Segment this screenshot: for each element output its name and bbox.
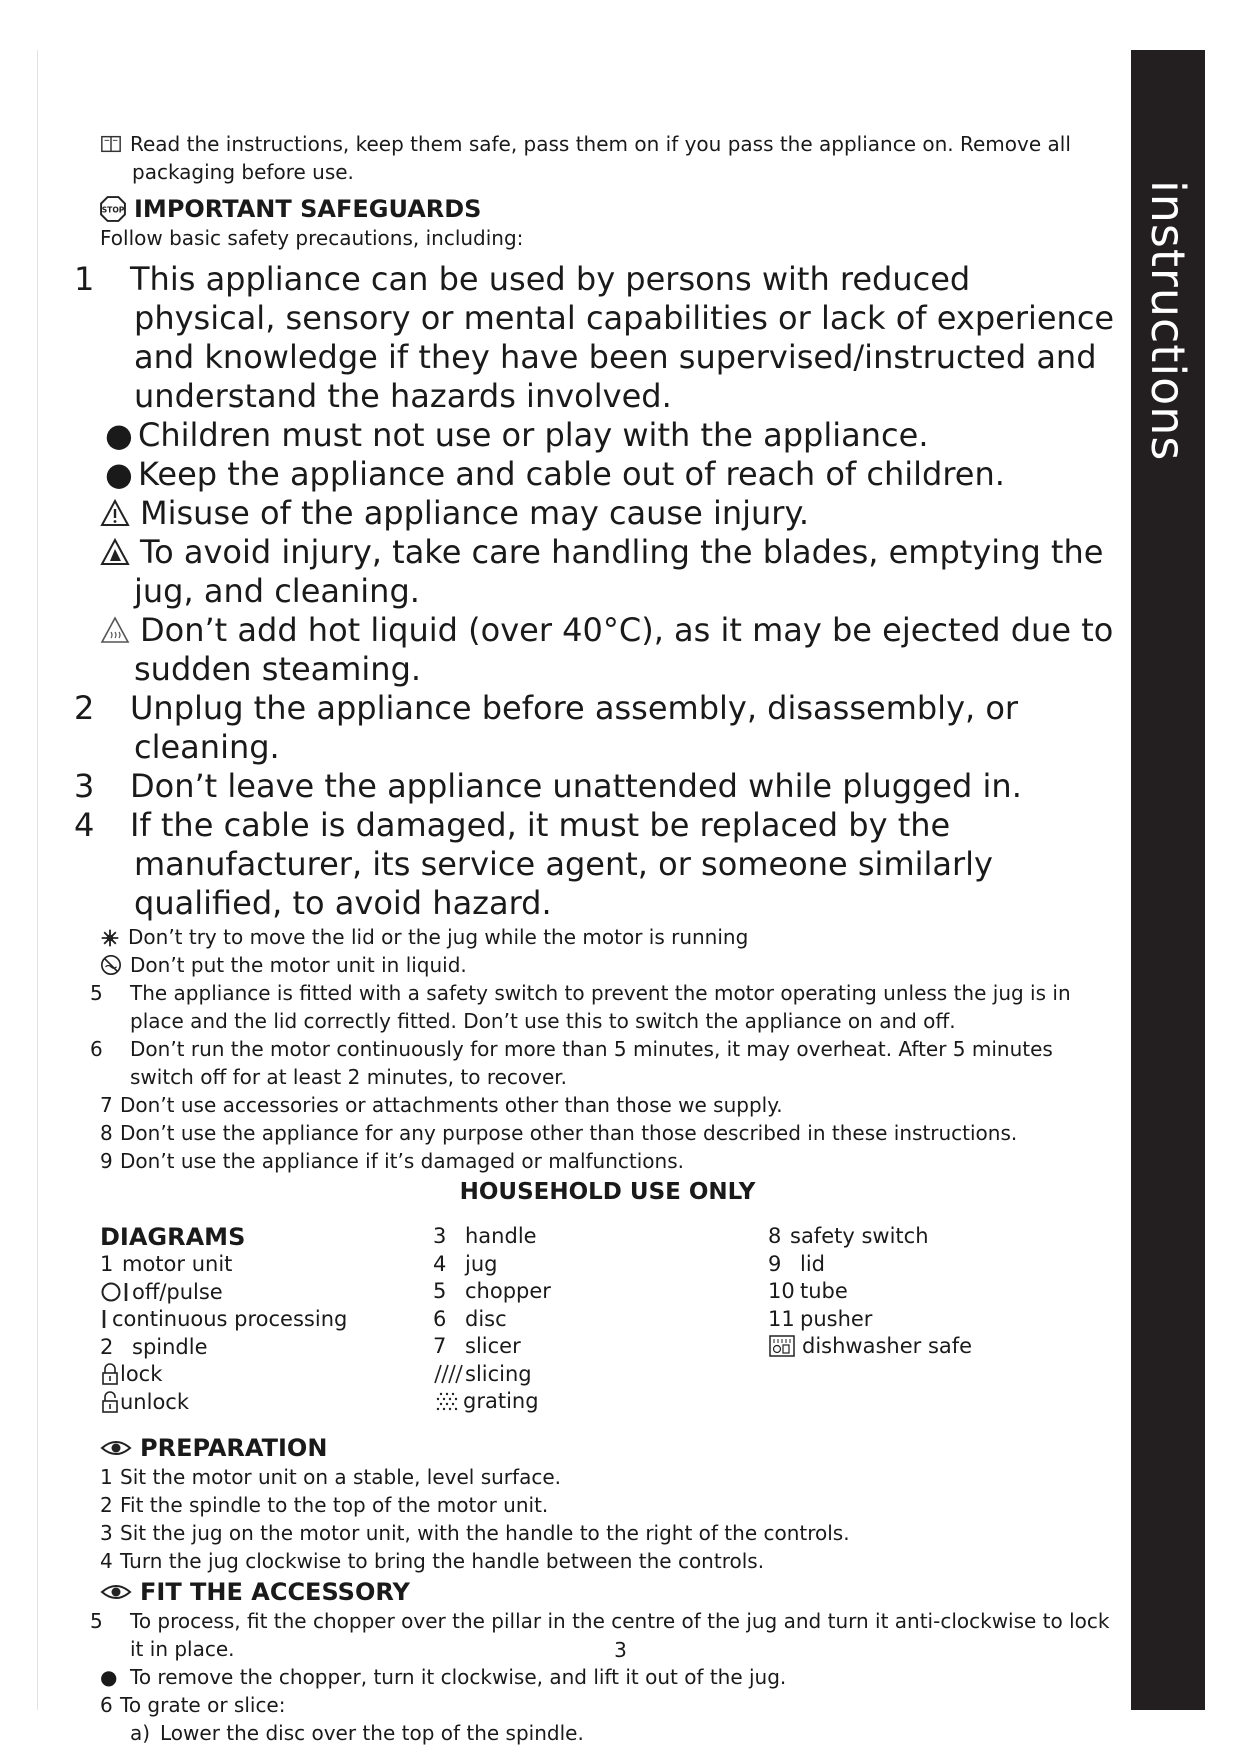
safeguards-heading xyxy=(100,194,1115,224)
diagrams-column-1 xyxy=(100,1223,430,1416)
diagram-item: slicing xyxy=(433,1361,753,1389)
diagram-item: grating xyxy=(433,1388,753,1416)
item-number: 6 xyxy=(90,1037,103,1061)
diagram-item: continuous processing xyxy=(100,1306,430,1334)
unlock-icon xyxy=(100,1390,120,1414)
bullet-icon: ● xyxy=(105,416,133,454)
fit-accessory-bullet: ● To remove the chopper, turn it clockwise, and lift it out of the jug. xyxy=(100,1665,787,1689)
side-tab xyxy=(1131,50,1205,1710)
safeguards-title: IMPORTANT SAFEGUARDS xyxy=(134,195,482,223)
preparation-step-2: 2 Fit the spindle to the top of the motor unit. xyxy=(100,1493,549,1517)
intro-text: Read the instructions, keep them safe, pass them on if you pass the appliance on. Remove all packaging before use. xyxy=(130,132,1071,184)
continuous-icon xyxy=(100,1308,112,1330)
diagram-item: 5 chopper xyxy=(433,1279,551,1303)
warning-triangle-icon xyxy=(100,498,130,528)
preparation-step-3: 3 Sit the jug on the motor unit, with the handle to the right of the controls. xyxy=(100,1521,850,1545)
safeguard-item-7: 7 Don’t use accessories or attachments other than those we supply. xyxy=(100,1093,783,1117)
grating-icon xyxy=(433,1390,463,1412)
bullet-icon: ● xyxy=(100,1665,118,1689)
item-number: 8 xyxy=(100,1121,113,1145)
item-number: 5 xyxy=(90,981,103,1005)
diagrams-column-2 xyxy=(433,1223,753,1416)
blade-warning-icon xyxy=(100,537,130,567)
margin-rule xyxy=(37,50,38,1710)
fit-accessory-step-6: 6 To grate or slice: xyxy=(100,1693,286,1717)
safeguard-warning-2: To avoid injury, take care handling the blades, emptying the jug, and cleaning. xyxy=(100,533,1115,611)
eye-icon xyxy=(100,1438,132,1458)
side-tab-label: instructions xyxy=(1141,180,1195,462)
safeguard-item-6: 6 Don’t run the motor continuously for more than 5 minutes, it may overheat. After 5 minutes switch off for at least 2 minutes, to recover. xyxy=(90,1037,1053,1089)
preparation-step-1: 1 Sit the motor unit on a stable, level surface. xyxy=(100,1465,561,1489)
preparation-step-4: 4 Turn the jug clockwise to bring the handle between the controls. xyxy=(100,1549,765,1573)
diagram-item: dishwasher safe xyxy=(768,1333,1108,1361)
safeguards-subtitle: Follow basic safety precautions, including: xyxy=(100,226,524,250)
fit-accessory-step-6a: a) Lower the disc over the top of the spindle. xyxy=(130,1721,584,1745)
diagram-item: 3 handle xyxy=(433,1224,537,1248)
item-number: 4 xyxy=(74,806,95,844)
safeguard-item-1: 1 This appliance can be used by persons with reduced physical, sensory or mental capabilities or lack of experience and knowledge if they have been supervised/instructed and understand the hazards involved. xyxy=(74,260,1115,415)
diagrams-section xyxy=(100,1223,1115,1419)
safeguard-bullet-1: ● Children must not use or play with the appliance. xyxy=(100,416,1115,455)
diagram-item: 7 slicer xyxy=(433,1334,521,1358)
rotation-icon xyxy=(100,928,120,948)
diagram-item: off/pulse xyxy=(100,1279,430,1307)
lock-icon xyxy=(100,1362,120,1386)
no-immerse-icon xyxy=(100,954,122,976)
diagram-item: lock xyxy=(100,1361,430,1389)
diagram-item: 11 pusher xyxy=(768,1306,873,1331)
safeguard-item-5: 5 The appliance is fitted with a safety switch to prevent the motor operating unless the jug is in place and the lid correctly fitted. Don’t use this to switch the appliance on and off. xyxy=(90,981,1071,1033)
safeguard-liquid-note: Don’t put the motor unit in liquid. xyxy=(100,951,1115,979)
item-number: 3 xyxy=(74,767,95,805)
diagram-item: 2 spindle xyxy=(100,1334,208,1359)
safeguard-motor-note: Don’t try to move the lid or the jug while the motor is running xyxy=(100,923,1115,951)
safeguard-item-3: 3 Don’t leave the appliance unattended while plugged in. xyxy=(74,767,1022,805)
diagram-item: 4 jug xyxy=(433,1251,498,1276)
preparation-heading: PREPARATION xyxy=(100,1433,1115,1463)
diagram-item: 9 lid xyxy=(768,1251,825,1276)
stop-icon xyxy=(100,196,126,222)
dishwasher-safe-icon xyxy=(768,1334,796,1358)
household-use-notice: HOUSEHOLD USE ONLY xyxy=(459,1179,756,1205)
page-number: 3 xyxy=(614,1638,627,1662)
item-number: 2 xyxy=(74,689,95,727)
item-number: 9 xyxy=(100,1149,113,1173)
safeguard-warning-1: Misuse of the appliance may cause injury. xyxy=(100,494,1115,533)
hot-surface-warning-icon xyxy=(100,615,130,645)
diagrams-title: DIAGRAMS xyxy=(100,1223,246,1251)
slicing-icon xyxy=(433,1363,465,1385)
safeguard-item-9: 9 Don’t use the appliance if it’s damaged or malfunctions. xyxy=(100,1149,684,1173)
fit-accessory-heading: FIT THE ACCESSORY xyxy=(100,1577,1115,1607)
item-number: 7 xyxy=(100,1093,113,1117)
safeguard-item-2: 2 Unplug the appliance before assembly, disassembly, or cleaning. xyxy=(74,689,1019,766)
svg-text:STOP: STOP xyxy=(101,205,125,215)
eye-icon xyxy=(100,1582,132,1602)
item-number: 1 xyxy=(74,260,95,298)
diagrams-column-3 xyxy=(768,1223,1108,1361)
diagram-item: 6 disc xyxy=(433,1306,507,1331)
safeguard-bullet-2: ● Keep the appliance and cable out of reach of children. xyxy=(100,455,1115,494)
safeguard-warning-3: Don’t add hot liquid (over 40°C), as it may be ejected due to sudden steaming. xyxy=(100,611,1115,689)
safeguard-item-8: 8 Don’t use the appliance for any purpose other than those described in these instructions. xyxy=(100,1121,1018,1145)
book-icon xyxy=(100,133,122,155)
safeguard-item-4: 4 If the cable is damaged, it must be replaced by the manufacturer, its service agent, or someone similarly qualified, to avoid hazard. xyxy=(74,806,993,922)
diagram-item: unlock xyxy=(100,1389,430,1417)
diagram-item: 1 motor unit xyxy=(100,1252,233,1276)
content xyxy=(74,130,1115,1747)
intro-paragraph xyxy=(100,130,1115,186)
bullet-icon: ● xyxy=(105,455,133,493)
diagram-item: 8 safety switch xyxy=(768,1224,929,1248)
diagram-item: 10 tube xyxy=(768,1279,848,1303)
fit-accessory-step-5: 5 To process, fit the chopper over the pillar in the centre of the jug and turn it anti-clockwise to lock it in place. xyxy=(90,1609,1110,1661)
off-pulse-icon xyxy=(100,1281,132,1303)
